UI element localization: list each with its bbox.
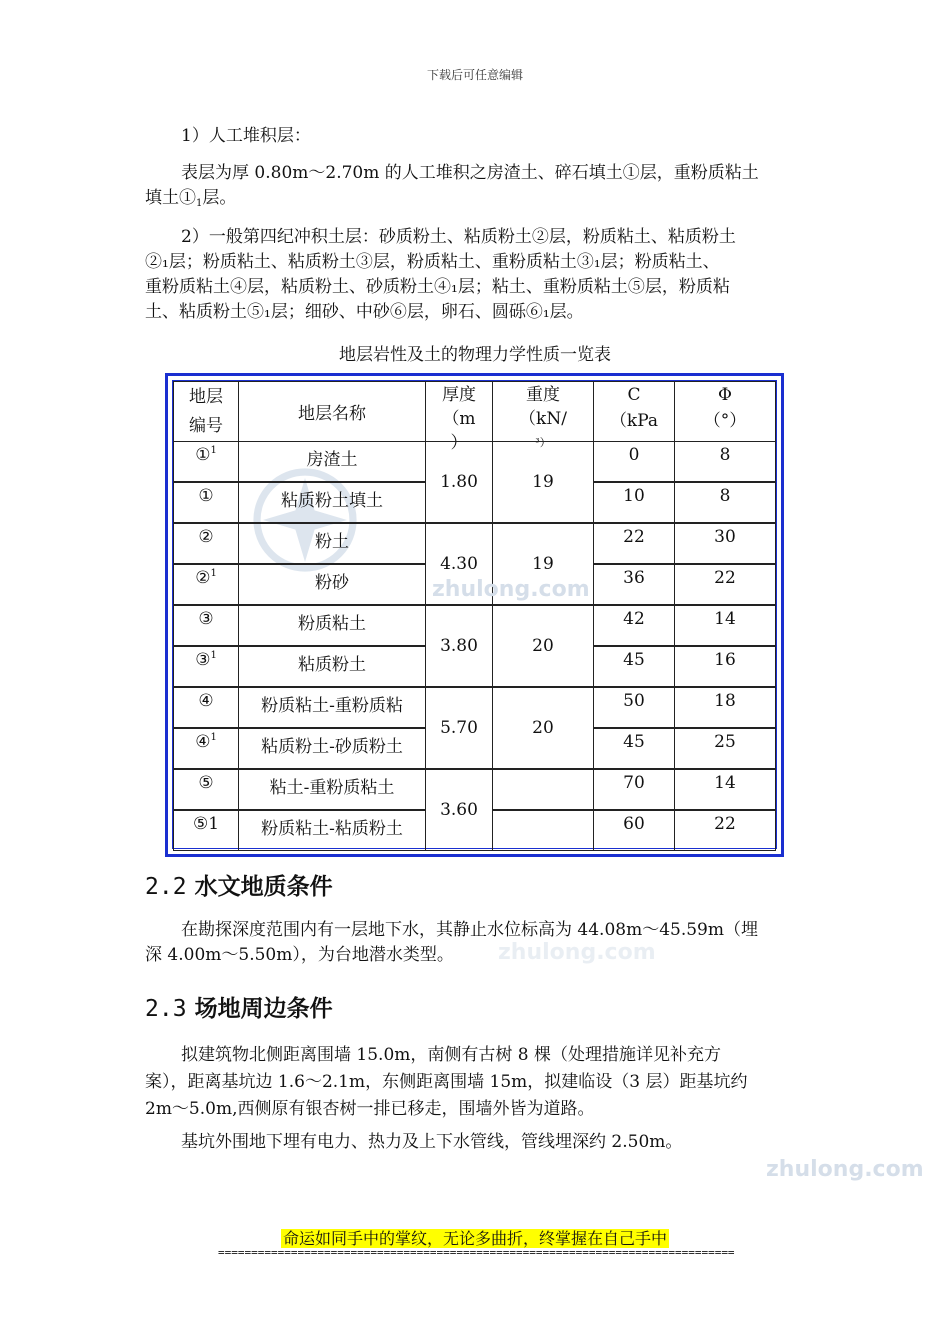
section-2-3-p1-line2: 案），距离基坑边 1.6～2.1m，东侧距离围墙 15m，拟建临设（3 层）距基坑约 [145,1072,748,1092]
watermark-text-1: zhulong.com [432,577,590,602]
section-2-3-paragraph-1 [145,1042,810,1123]
heading-2-3: 2.3 场地周边条件 [145,995,333,1022]
item2-line1: 2）一般第四纪冲积土层：砂质粉土、粘质粉土②层，粉质粘土、粘质粉土 [181,227,736,247]
table-cell-phi: 25 [674,728,776,769]
table-cell-name: 粘质粉土 [238,646,426,687]
item2-line3: 重粉质粘土④层，粘质粉土、砂质粉土④₁层；粘土、重粉质粘土⑤层，粉质粘 [145,277,730,297]
item1-body-line1: 表层为厚 0.80m～2.70m 的人工堆积之房渣土、碎石填土①层，重粉质粘土 [181,163,759,183]
section-2-2-paragraph [145,918,810,968]
table-cell-code: ① 1 [173,441,239,482]
table-cell-weight: 20 [492,605,594,687]
section-2-3-p1-line1: 拟建筑物北侧距离围墙 15.0m，南侧有古树 8 棵（处理措施详见补充方 [181,1045,721,1065]
table-cell-weight [492,810,594,851]
table-cell-c: 36 [593,564,675,605]
header-phi: Φ （°） [674,381,776,442]
table-cell-phi: 22 [674,564,776,605]
table-cell-phi: 14 [674,769,776,810]
table-cell-name: 粉质粘土 [238,605,426,646]
item1-body [145,161,810,216]
table-cell-c: 10 [593,482,675,523]
table-cell-phi: 8 [674,482,776,523]
table-cell-name: 粉质粘土-重粉质粘 [238,687,426,728]
table-cell-code: ⑤ [173,769,239,810]
table-cell-code: ① [173,482,239,523]
table-cell-c: 0 [593,441,675,482]
table-cell-weight: 19 [492,441,594,523]
table-cell-phi: 30 [674,523,776,564]
table-cell-weight: 20 [492,687,594,769]
table-caption: 地层岩性及土的物理力学性质一览表 [339,345,611,365]
table-cell-thickness: 3.60 [425,769,493,851]
section-2-3-p1-line3: 2m～5.0m,西侧原有银杏树一排已移走，围墙外皆为道路。 [145,1099,595,1119]
section-2-2-line2: 深 4.00m～5.50m），为台地潜水类型。 [145,945,454,965]
item2-line2: ②₁层；粉质粘土、粘质粉土③层，粉质粘土、重粉质粘土③₁层；粉质粘土、 [145,252,720,272]
table-cell-c: 22 [593,523,675,564]
section-2-3-paragraph-2: 基坑外围地下埋有电力、热力及上下水管线，管线埋深约 2.50m。 [181,1132,683,1152]
item2-paragraph [145,225,810,325]
table-cell-thickness: 3.80 [425,605,493,687]
table-cell-weight [492,769,594,810]
table-cell-code: ③ 1 [173,646,239,687]
table-cell-code: ④ [173,687,239,728]
table-cell-code: ⑤1 [173,810,239,851]
table-cell-phi: 8 [674,441,776,482]
header-weight: 重度 （kN/ ³） [492,381,594,442]
table-cell-name: 粉土 [238,523,426,564]
item2-line4: 土、粘质粉土⑤₁层；细砂、中砂⑥层，卵石、圆砾⑥₁层。 [145,302,584,322]
table-cell-code: ② [173,523,239,564]
item1-body-line2: 填土$①_1$层。 [145,188,237,209]
header-code: 地层 编号 [173,381,239,442]
table-cell-c: 45 [593,728,675,769]
table-cell-phi: 14 [674,605,776,646]
table-cell-name: 粘质粉土填土 [238,482,426,523]
table-cell-name: 粘质粉土-砂质粉土 [238,728,426,769]
table-cell-name: 粉砂 [238,564,426,605]
table-cell-c: 70 [593,769,675,810]
table-cell-name: 房渣土 [238,441,426,482]
footer-rule: ============================================================================== [218,1246,735,1259]
watermark-text-3: zhulong.com [766,1157,924,1182]
header-name: 地层名称 [238,381,426,442]
table-cell-thickness: 5.70 [425,687,493,769]
table-cell-name: 粉质粘土-粘质粉土 [238,810,426,851]
table-cell-c: 42 [593,605,675,646]
table-cell-c: 50 [593,687,675,728]
table-cell-phi: 16 [674,646,776,687]
header-note: 下载后可任意编辑 [426,68,523,82]
watermark-text-2: zhulong.com [498,940,656,965]
header-thickness: 厚度 （m ） [425,381,493,442]
heading-2-2: 2.2 水文地质条件 [145,873,333,900]
table-cell-thickness: 1.80 [425,441,493,523]
footer-motto: 命运如同手中的掌纹，无论多曲折，终掌握在自己手中 [282,1229,667,1248]
table-cell-code: ④ 1 [173,728,239,769]
table-cell-code: ③ [173,605,239,646]
table-cell-phi: 18 [674,687,776,728]
table-cell-phi: 22 [674,810,776,851]
table-cell-c: 45 [593,646,675,687]
table-cell-name: 粘土-重粉质粘土 [238,769,426,810]
header-c: C （kPa [593,381,675,442]
table-cell-weight: 19 [492,523,594,605]
item1-title: 1）人工堆积层： [181,126,311,146]
table-cell-code: ② 1 [173,564,239,605]
section-2-2-line1: 在勘探深度范围内有一层地下水，其静止水位标高为 44.08m～45.59m（埋 [181,920,758,940]
table-cell-thickness: 4.30 [425,523,493,605]
table-cell-c: 60 [593,810,675,851]
